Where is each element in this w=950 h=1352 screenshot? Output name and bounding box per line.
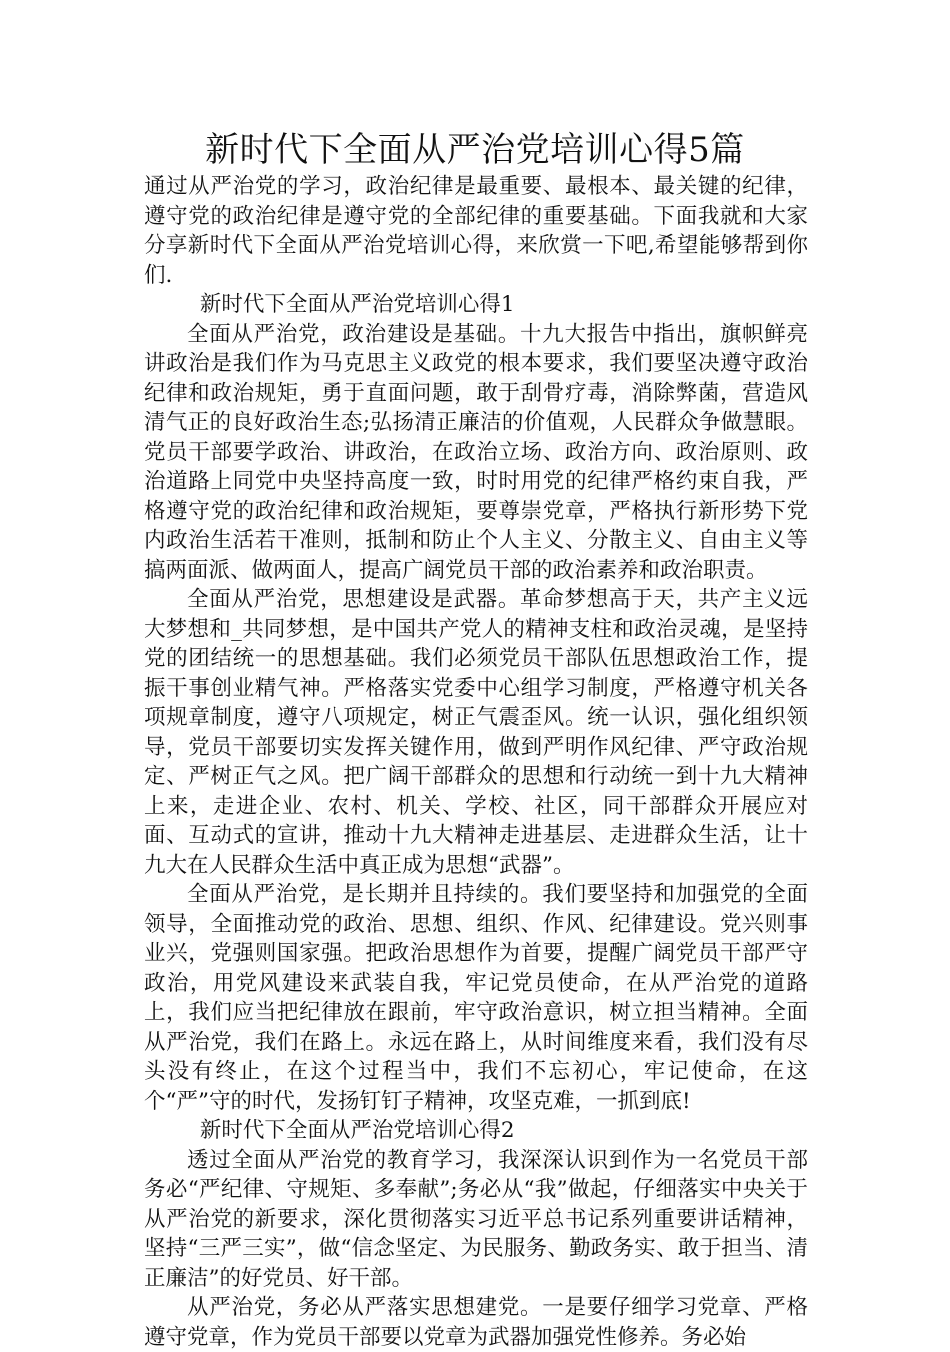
document-title: 新时代下全面从严治党培训心得5篇 (205, 130, 745, 170)
section1-paragraph: 全面从严治党，政治建设是基础。十九大报告中指出，旗帜鲜亮讲政治是我们作为马克思主义政党的根本要求，我们要坚决遵守政治纪律和政治规矩，勇于直面问题，敢于刮骨疗毒，消除弊菌，营造风清气正的良好政治生态;弘扬清正廉洁的价值观，人民群众争做慧眼。党员干部要学政治、讲政治，在政治立场、政治方向、政治原则、政治道路上同党中央坚持高度一致，时时用党的纪律严格约束自我，严格遵守党的政治纪律和政治规矩，要尊崇党章，严格执行新形势下党内政治生活若干准则，抵制和防止个人主义、分散主义、自由主义等搞两面派、做两面人，提高广阔党员干部的政治素养和政治职责。 (144, 321, 808, 583)
section2-paragraph: 从严治党，务必从严落实思想建党。一是要仔细学习党章、严格遵守党章，作为党员干部要以党章为武器加强党性修养。务必始 (144, 1295, 808, 1350)
section1-paragraph: 全面从严治党，思想建设是武器。革命梦想高于天，共产主义远大梦想和_共同梦想，是中国共产党人的精神支柱和政治灵魂，是坚持党的团结统一的思想基础。我们必须党员干部队伍思想政治工作，提振干事创业精气神。严格落实党委中心组学习制度，严格遵守机关各项规章制度，遵守八项规定，树正气震歪风。统一认识，强化组织领导，党员干部要切实发挥关键作用，做到严明作风纪律、严守政治规定、严树正气之风。把广阔干部群众的思想和行动统一到十九大精神上来，走进企业、农村、机关、学校、社区，同干部群众开展应对面、互动式的宣讲，推动十九大精神走进基层、走进群众生活，让十九大在人民群众生活中真正成为思想“武器”。 (144, 587, 808, 878)
section2-paragraph: 透过全面从严治党的教育学习，我深深认识到作为一名党员干部务必“严纪律、守规矩、多奉献”;务必从“我”做起，仔细落实中央关于从严治党的新要求，深化贯彻落实习近平总书记系列重要讲话精神，坚持“三严三实”，做“信念坚定、为民服务、勤政务实、敢于担当、清正廉洁”的好党员、好干部。 (144, 1147, 808, 1291)
section-heading-2: 新时代下全面从严治党培训心得2 (199, 1118, 515, 1143)
document-body (144, 172, 808, 1352)
section-heading-1: 新时代下全面从严治党培训心得1 (199, 292, 515, 317)
intro-paragraph: 通过从严治党的学习，政治纪律是最重要、最根本、最关键的纪律，遵守党的政治纪律是遵守党的全部纪律的重要基础。下面我就和大家分享新时代下全面从严治党培训心得，来欣赏一下吧,希望能够帮到你们. (144, 174, 808, 288)
section1-paragraph: 全面从严治党，是长期并且持续的。我们要坚持和加强党的全面领导，全面推动党的政治、思想、组织、作风、纪律建设。党兴则事业兴，党强则国家强。把政治思想作为首要，提醒广阔党员干部严守政治，用党风建设来武装自我，牢记党员使命，在从严治党的道路上，我们应当把纪律放在跟前，牢守政治意识，树立担当精神。全面从严治党，我们在路上。永远在路上，从时间维度来看，我们没有尽头没有终止，在这个过程当中，我们不忘初心，牢记使命，在这个“严”守的时代，发扬钉钉子精神，攻坚克难，一抓到底! (144, 882, 808, 1114)
